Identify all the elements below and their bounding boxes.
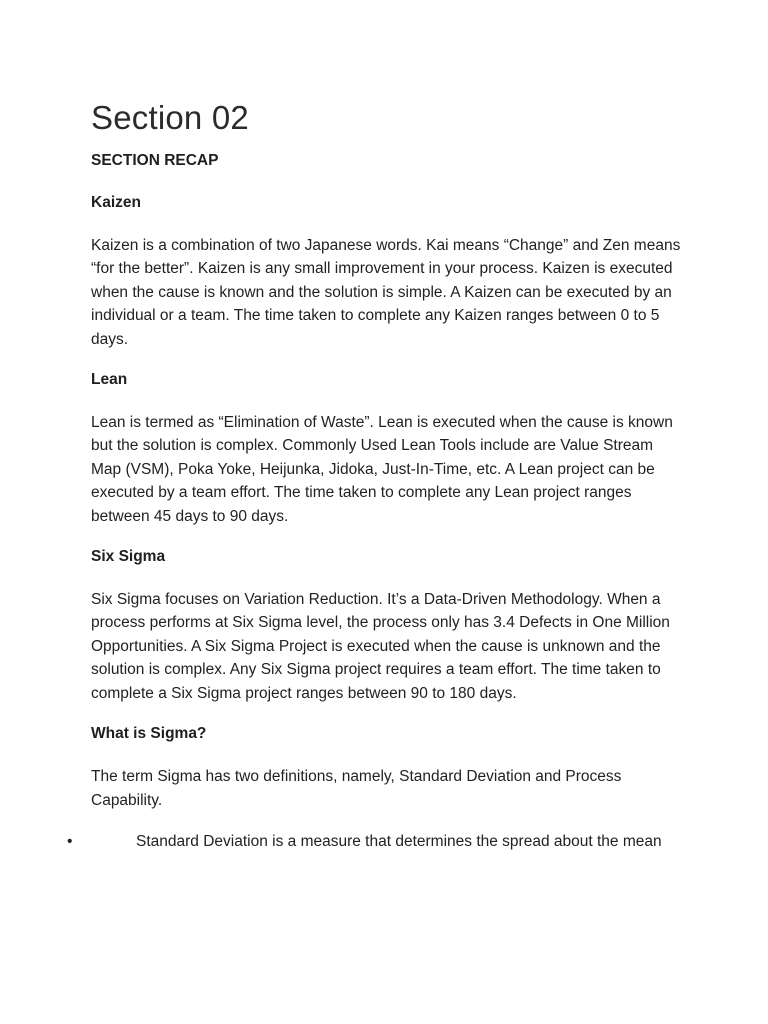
document-page bbox=[67, 96, 681, 853]
section-recap-label: SECTION RECAP bbox=[91, 152, 219, 169]
what-is-sigma-paragraph: The term Sigma has two definitions, namely, Standard Deviation and Process Capability. bbox=[91, 768, 622, 809]
lean-heading: Lean bbox=[91, 371, 128, 389]
kaizen-paragraph: Kaizen is a combination of two Japanese words. Kai means “Change” and Zen means “for the better”. Kaizen is any small improvement in your process. Kaizen is executed when the cause is known and the solution is simple. A Kaizen can be executed by an individual or a team. The time taken to complete any Kaizen ranges between 0 to 5 days. bbox=[91, 237, 681, 348]
bullet-marker: • bbox=[67, 832, 73, 850]
page-title: Section 02 bbox=[91, 99, 249, 136]
lean-paragraph: Lean is termed as “Elimination of Waste”. Lean is executed when the cause is known but the solution is complex. Commonly Used Lean Tools include are Value Stream Map (VSM), Poka Yoke, Heijunka, Jidoka, Just-In-Time, etc. A Lean project can be executed by a team effort. The time taken to complete any Lean project ranges between 45 days to 90 days. bbox=[91, 414, 673, 525]
bullet-text: Standard Deviation is a measure that determines the spread about the mean bbox=[136, 832, 662, 850]
six-sigma-heading: Six Sigma bbox=[91, 548, 166, 566]
six-sigma-paragraph: Six Sigma focuses on Variation Reduction. It’s a Data-Driven Methodology. When a process performs at Six Sigma level, the process only has 3.4 Defects in One Million Opportunities. A Six Sigma Project is executed when the cause is unknown and the solution is complex. Any Six Sigma project requires a team effort. The time taken to complete a Six Sigma project ranges between 90 to 180 days. bbox=[91, 591, 670, 702]
kaizen-heading: Kaizen bbox=[91, 194, 141, 211]
bullet-list-item bbox=[67, 830, 681, 853]
what-is-sigma-heading: What is Sigma? bbox=[91, 725, 207, 743]
